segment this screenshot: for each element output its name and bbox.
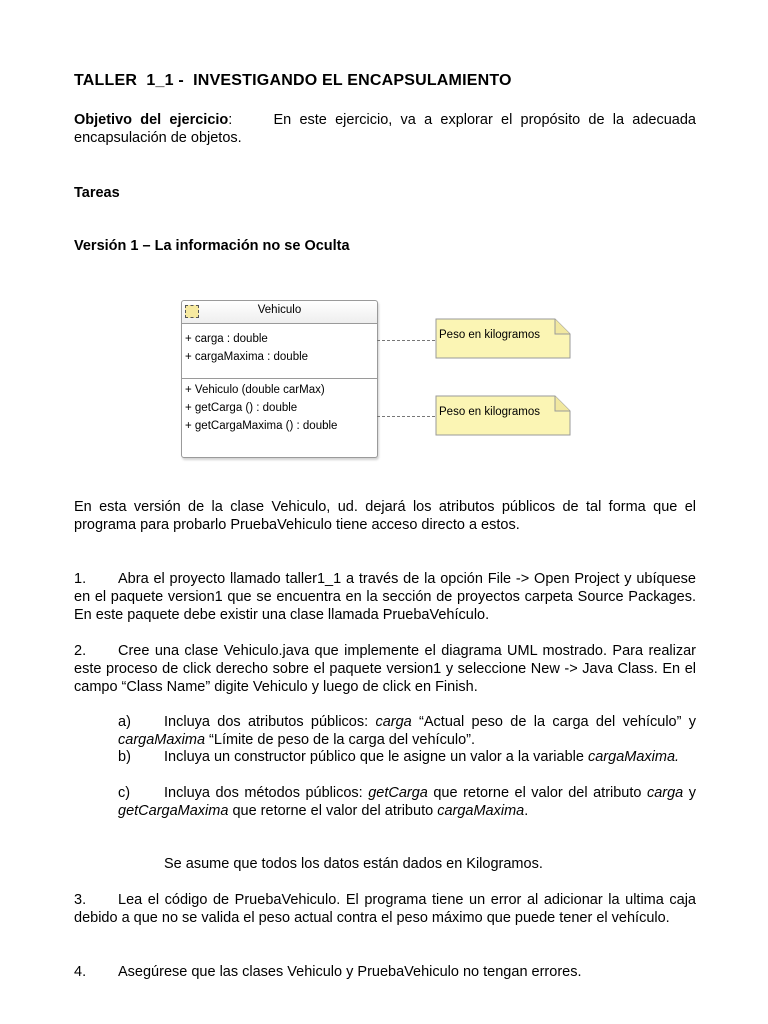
substep-term: cargaMaxima bbox=[118, 732, 206, 748]
objective-paragraph bbox=[74, 111, 696, 147]
substep-term: carga bbox=[375, 714, 412, 730]
uml-class-header bbox=[182, 301, 377, 324]
uml-class-vehiculo bbox=[181, 300, 378, 458]
substep-term: cargaMaxima bbox=[437, 803, 525, 819]
uml-attribute: + cargaMaxima : double bbox=[185, 351, 309, 363]
note-text: Peso en kilogramos bbox=[439, 329, 540, 341]
uml-note bbox=[435, 395, 569, 429]
step-number: 1. bbox=[74, 571, 87, 587]
step-2 bbox=[74, 642, 696, 696]
objective-label: Objetivo del ejercicio bbox=[74, 112, 229, 128]
step-4 bbox=[74, 963, 696, 981]
tasks-heading: Tareas bbox=[74, 185, 120, 201]
step-1 bbox=[74, 570, 696, 624]
substep-term: getCarga bbox=[368, 785, 428, 801]
substep-label: c) bbox=[118, 785, 131, 801]
objective-colon: : bbox=[228, 112, 233, 128]
substep-text: Incluya dos métodos públicos: bbox=[164, 785, 369, 801]
substep-a bbox=[118, 713, 696, 749]
note-connector bbox=[377, 416, 435, 417]
step-3 bbox=[74, 891, 696, 927]
step-number: 4. bbox=[74, 964, 87, 980]
version-heading: Versión 1 – La información no se Oculta bbox=[74, 238, 350, 254]
substep-label: b) bbox=[118, 749, 131, 765]
substep-b bbox=[118, 748, 696, 766]
substep-text: Incluya un constructor público que le asigne un valor a la variable bbox=[164, 749, 588, 765]
page-title: TALLER 1_1 - INVESTIGANDO EL ENCAPSULAMIENTO bbox=[74, 72, 512, 89]
substep-text: y bbox=[683, 785, 697, 801]
uml-operation: + getCargaMaxima () : double bbox=[185, 420, 338, 432]
note-text: Peso en kilogramos bbox=[439, 406, 540, 418]
uml-class-name: Vehiculo bbox=[257, 304, 302, 316]
uml-operation: + getCarga () : double bbox=[185, 402, 298, 414]
substep-term: carga bbox=[646, 785, 684, 801]
substep-text: . bbox=[524, 803, 529, 819]
uml-operation: + Vehiculo (double carMax) bbox=[185, 384, 325, 396]
uml-note bbox=[435, 318, 569, 352]
substep-label: a) bbox=[118, 714, 131, 730]
uml-attributes bbox=[182, 324, 377, 379]
step-number: 2. bbox=[74, 643, 87, 659]
step-text: Lea el código de PruebaVehiculo. El programa tiene un error al adicionar la ultima caja debido a que no se valida el peso actual contra el peso máximo que puede tener el vehículo. bbox=[74, 892, 696, 926]
step-text: Asegúrese que las clases Vehiculo y PruebaVehiculo no tengan errores. bbox=[118, 964, 582, 980]
intro-paragraph: En esta versión de la clase Vehiculo, ud. dejará los atributos públicos de tal forma que el programa para probarlo PruebaVehiculo tiene acceso directo a estos. bbox=[74, 499, 696, 533]
step-text: Cree una clase Vehiculo.java que implemente el diagrama UML mostrado. Para realizar este proceso de click derecho sobre el paquete version1 y seleccione New -> Java Class. En el campo “Class Name” digite Vehiculo y luego de click en Finish. bbox=[74, 643, 696, 695]
step-text: Abra el proyecto llamado taller1_1 a través de la opción File -> Open Project y ubíquese en el paquete version1 que se encuentra en la sección de proyectos carpeta Source Packages. En este paquete debe existir una clase llamada PruebaVehículo. bbox=[74, 571, 696, 623]
substep-term: cargaMaxima. bbox=[587, 749, 680, 765]
uml-operations bbox=[182, 379, 377, 435]
step-number: 3. bbox=[74, 892, 87, 908]
substep-text: “Actual peso de la carga del vehículo” y bbox=[411, 714, 696, 730]
substep-text: Incluya dos atributos públicos: bbox=[164, 714, 376, 730]
objective-text: En este ejercicio, va a explorar el propósito de la adecuada encapsulación de objetos. bbox=[74, 112, 696, 146]
note-connector bbox=[377, 340, 435, 341]
substep-c bbox=[118, 784, 696, 820]
substep-term: getCargaMaxima bbox=[118, 803, 229, 819]
substep-text: que retorne el valor del atributo bbox=[228, 803, 438, 819]
substep-text: que retorne el valor del atributo bbox=[427, 785, 647, 801]
uml-attribute: + carga : double bbox=[185, 333, 268, 345]
assumption-note: Se asume que todos los datos están dados en Kilogramos. bbox=[164, 856, 543, 872]
substep-text: “Límite de peso de la carga del vehículo”. bbox=[205, 732, 476, 748]
